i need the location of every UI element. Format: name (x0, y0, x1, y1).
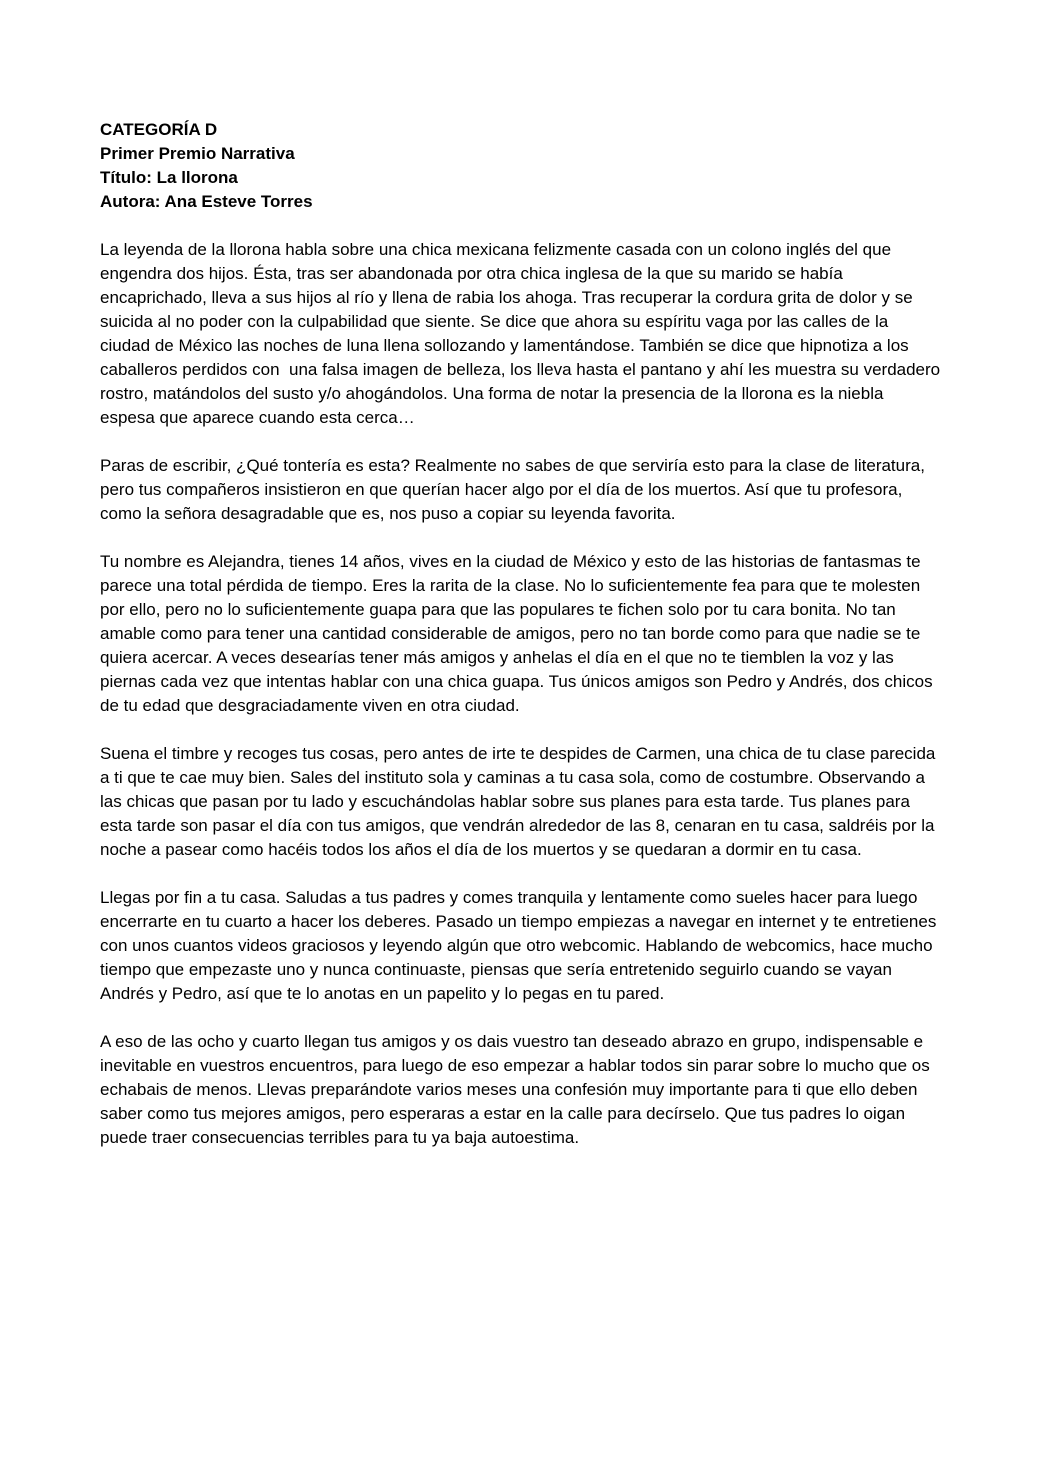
paragraph-school-bell: Suena el timbre y recoges tus cosas, pero antes de irte te despides de Carmen, una chica de tu clase parecida a ti que te cae muy bien. Sales del instituto sola y caminas a tu casa sola, como de costumbre. Observando a las chicas que pasan por tu lado y escuchándolas hablar sobre sus planes para esta tarde. Tus planes para esta tarde son pasar el día con tus amigos, que vendrán alrededor de las 8, cenaran en tu casa, saldréis por la noche a pasear como hacéis todos los años el día de los muertos y se quedaran a dormir en tu casa. (100, 744, 941, 859)
title-line: Título: La llorona (100, 168, 238, 187)
author-line: Autora: Ana Esteve Torres (100, 192, 313, 211)
paragraph-alejandra-intro: Tu nombre es Alejandra, tienes 14 años, vives en la ciudad de México y esto de las historias de fantasmas te parece una total pérdida de tiempo. Eres la rarita de la clase. No lo suficientemente fea para que te molesten por ello, pero no lo suficientemente guapa para que las populares te fichen solo por tu cara bonita. No tan amable como para tener una cantidad considerable de amigos, pero no tan borde como para que nadie se te quiera acercar. A veces desearías tener más amigos y anhelas el día en el que no te tiemblen la voz y las piernas cada vez que intentas hablar con una chica guapa. Tus únicos amigos son Pedro y Andrés, dos chicos de tu edad que desgraciadamente viven en otra ciudad. (100, 552, 938, 715)
document-content (100, 118, 945, 1174)
award-line: Primer Premio Narrativa (100, 144, 295, 163)
category-line: CATEGORÍA D (100, 120, 218, 139)
paragraph-friends-arrive: A eso de las ocho y cuarto llegan tus amigos y os dais vuestro tan deseado abrazo en grupo, indispensable e inevitable en vuestros encuentros, para luego de eso empezar a hablar todos sin parar sobre lo mucho que os echabais de menos. Llevas preparándote varios meses una confesión muy importante para ti que ello deben saber como tus mejores amigos, pero esperaras a estar en la calle para decírselo. Que tus padres lo oigan puede traer consecuencias terribles para tu ya baja autoestima. (100, 1032, 935, 1147)
paragraph-stop-writing: Paras de escribir, ¿Qué tontería es esta? Realmente no sabes de que serviría esto para la clase de literatura, pero tus compañeros insistieron en que querían hacer algo por el día de los muertos. Así que tu profesora, como la señora desagradable que es, nos puso a copiar su leyenda favorita. (100, 456, 930, 523)
paragraph-legend: La leyenda de la llorona habla sobre una chica mexicana felizmente casada con un colono inglés del que engendra dos hijos. Ésta, tras ser abandonada por otra chica inglesa de la que su marido se había encaprichado, lleva a sus hijos al río y llena de rabia los ahoga. Tras recuperar la cordura grita de dolor y se suicida al no poder con la culpabilidad que siente. Se dice que ahora su espíritu vaga por las calles de la ciudad de México las noches de luna llena sollozando y lamentándose. También se dice que hipnotiza a los caballeros perdidos con una falsa imagen de belleza, los lleva hasta el pantano y ahí les muestra su verdadero rostro, matándolos del susto y/o ahogándolos. Una forma de notar la presencia de la llorona es la niebla espesa que aparece cuando esta cerca… (100, 240, 945, 427)
paragraph-arrive-home: Llegas por fin a tu casa. Saludas a tus padres y comes tranquila y lentamente como sueles hacer para luego encerrarte en tu cuarto a hacer los deberes. Pasado un tiempo empiezas a navegar en internet y te entretienes con unos cuantos videos graciosos y leyendo algún que otro webcomic. Hablando de webcomics, hace mucho tiempo que empezaste uno y nunca continuaste, piensas que sería entretenido seguirlo cuando se vayan Andrés y Pedro, así que te lo anotas en un papelito y lo pegas en tu pared. (100, 888, 942, 1003)
document-header (100, 118, 942, 214)
